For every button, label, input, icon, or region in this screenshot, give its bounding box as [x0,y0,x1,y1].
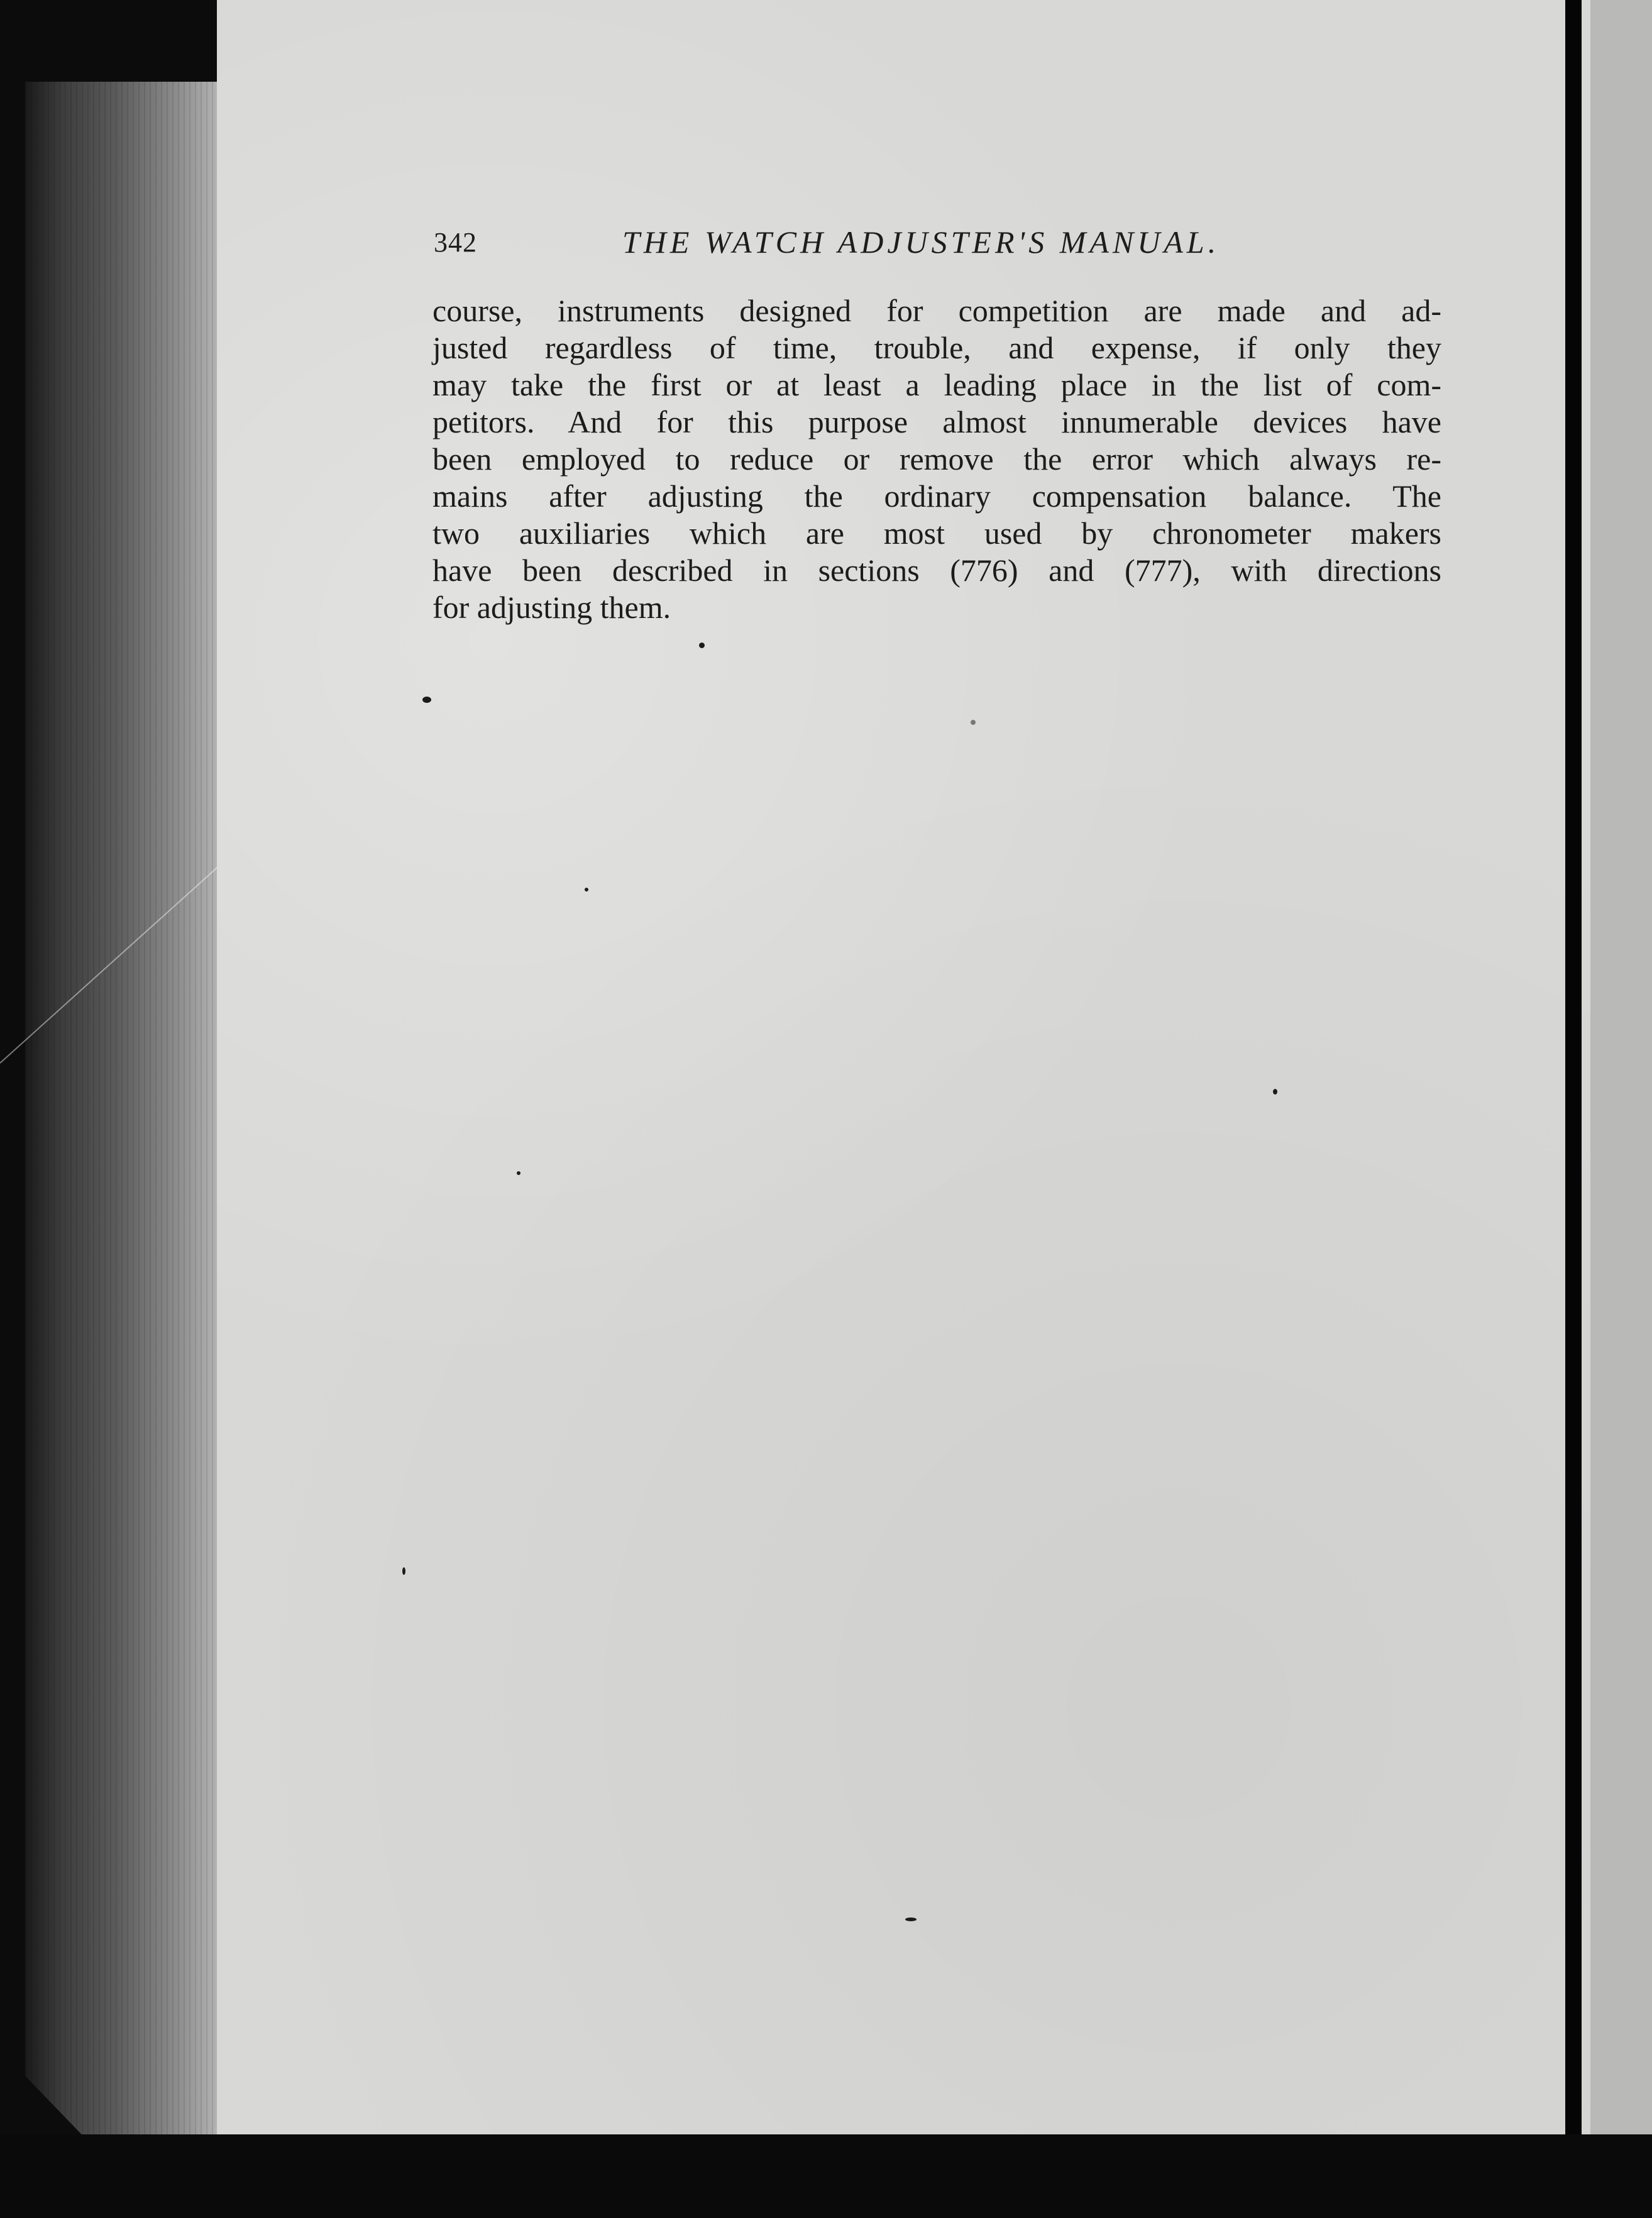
paper-speck [402,1567,405,1575]
paper-speck [905,1917,917,1921]
text-line: petitors. And for this purpose almost innumerable devices have [432,404,1441,439]
text-line: justed regardless of time, trouble, and expense, if only they [432,330,1441,365]
text-line: for adjusting them. [432,590,671,625]
text-line: two auxiliaries which are most used by chronometer makers [432,516,1441,551]
scan-bottom-shadow [0,2134,1652,2218]
body-paragraph [432,292,1441,626]
paper-speck [971,720,976,725]
paper-speck [699,643,705,648]
running-head: THE WATCH ADJUSTER'S MANUAL. [622,224,1220,260]
adjacent-page [1590,0,1652,2150]
text-line: may take the first or at least a leading place in the list of com- [432,367,1441,402]
paper-speck [585,888,588,891]
page-number: 342 [434,227,477,258]
paper-speck [422,697,431,703]
gutter-shadow [1565,0,1582,2218]
text-line: have been described in sections (776) and (777), with directions [432,553,1441,588]
page-edge-texture [25,82,223,2138]
text-line: been employed to reduce or remove the error which always re- [432,441,1441,477]
text-line: mains after adjusting the ordinary compensation balance. The [432,478,1441,514]
paper-speck [517,1171,520,1175]
paper-speck [1273,1089,1277,1095]
text-line: course, instruments designed for competition are made and ad- [432,293,1441,328]
